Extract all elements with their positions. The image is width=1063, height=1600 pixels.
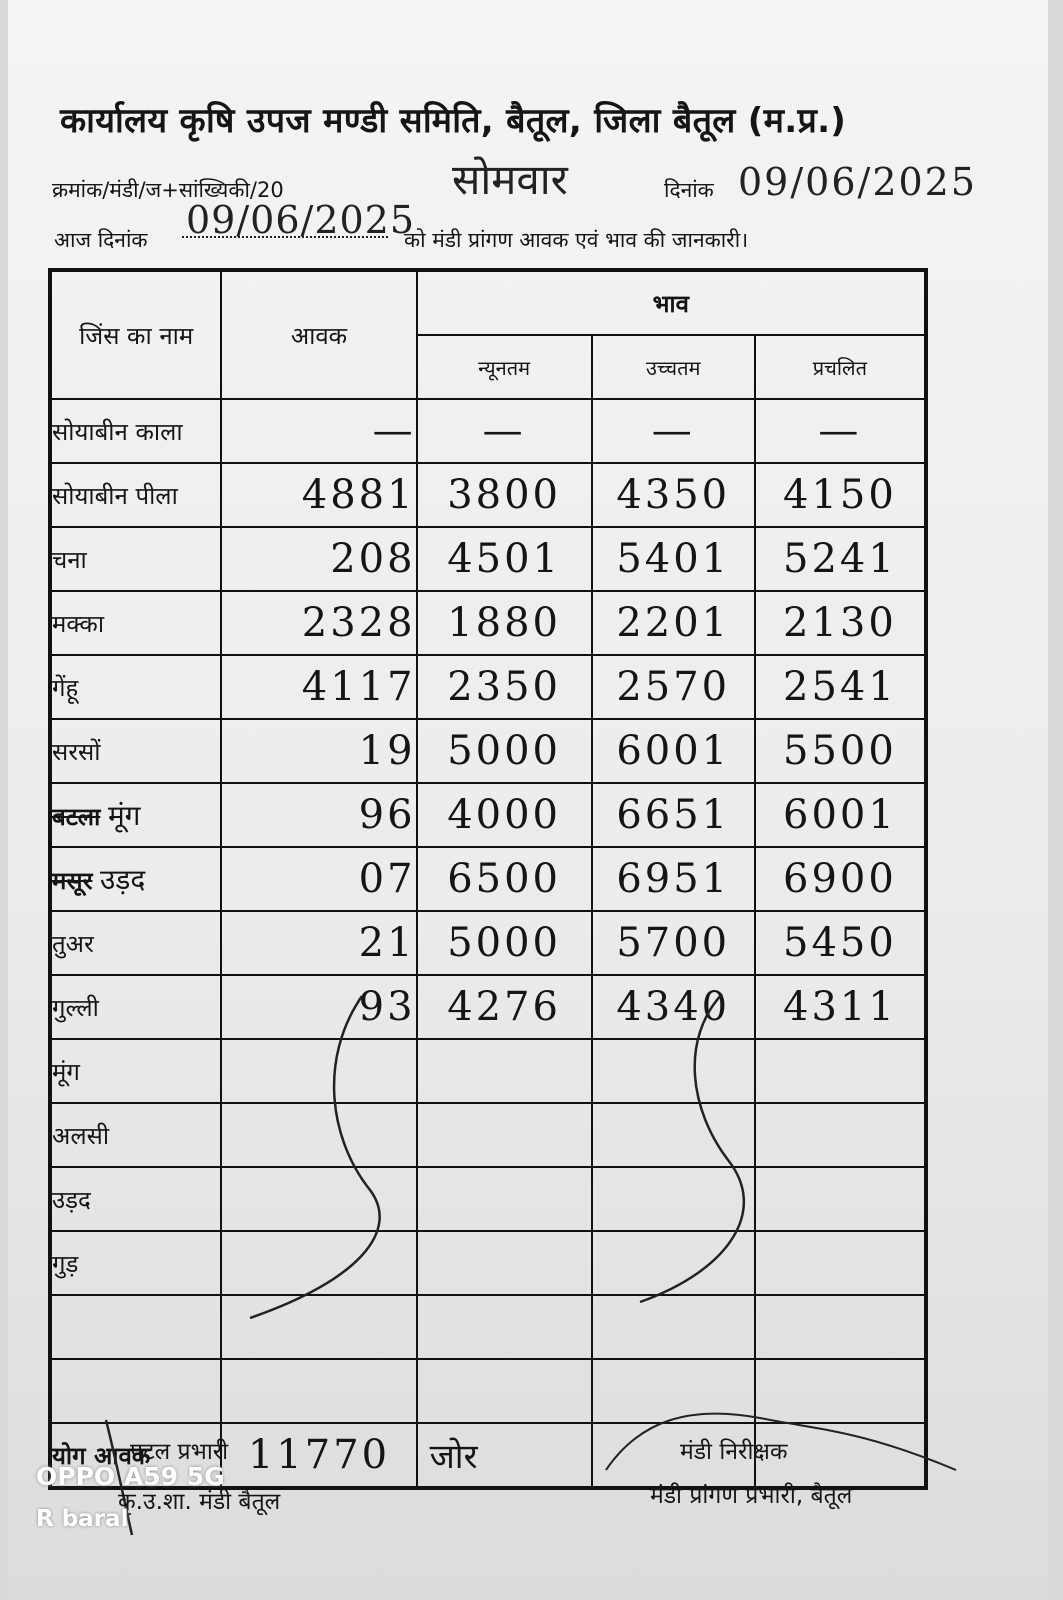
min-price-cell [417,1295,592,1359]
table-header-row [50,270,926,335]
table-row [50,655,926,719]
arrival-cell [221,1359,416,1423]
arrival-cell: 96 [221,783,416,847]
commodity-name-cell: अलसी [50,1103,221,1167]
common-price-cell: 5450 [755,911,926,975]
min-price-cell: 1880 [417,591,592,655]
max-price-cell: 6651 [592,783,755,847]
table-row [50,1167,926,1231]
max-price-cell [592,1167,755,1231]
table-row [50,783,926,847]
min-price-cell: 3800 [417,463,592,527]
table-row [50,399,926,463]
arrival-cell [221,1231,416,1295]
min-price-cell: — [417,399,592,463]
max-price-cell: 4350 [592,463,755,527]
camera-watermark-device: OPPO A59 5G [36,1462,225,1491]
max-price-cell [592,1295,755,1359]
table-row [50,719,926,783]
min-price-cell: 4501 [417,527,592,591]
column-header-max: उच्चतम [592,335,755,399]
signature-right-title: मंडी निरीक्षक [680,1439,788,1465]
common-price-cell: 2130 [755,591,926,655]
min-price-cell [417,1103,592,1167]
commodity-name-cell: सरसों [50,719,221,783]
arrival-cell [221,1039,416,1103]
min-price-cell: 5000 [417,719,592,783]
min-price-cell [417,1039,592,1103]
common-price-cell: — [755,399,926,463]
common-price-cell: 6900 [755,847,926,911]
commodity-name-cell: सोयाबीन काला [50,399,221,463]
max-price-cell: 2570 [592,655,755,719]
common-price-cell: 4311 [755,975,926,1039]
common-price-cell: 5241 [755,527,926,591]
max-price-cell [592,1359,755,1423]
common-price-cell: 6001 [755,783,926,847]
total-arrival-value: 11770 [221,1423,416,1488]
column-header-common: प्रचलित [755,335,926,399]
min-price-cell: 4000 [417,783,592,847]
common-price-cell [755,1231,926,1295]
date-label: दिनांक [664,178,714,202]
arrival-cell: 07 [221,847,416,911]
arrival-cell: 4881 [221,463,416,527]
commodity-name-cell: गुड़ [50,1231,221,1295]
column-header-arrival: आवक [221,270,416,399]
arrival-cell [221,1167,416,1231]
arrival-cell [221,1103,416,1167]
signature-left-subtitle: कृ.उ.शा. मंडी बैतूल [118,1489,281,1515]
arrival-cell: 93 [221,975,416,1039]
common-price-cell [755,1103,926,1167]
date-value-handwritten: 09/06/2025 [738,160,978,204]
max-price-cell: 5700 [592,911,755,975]
table-row [50,1359,926,1423]
max-price-cell: 4340 [592,975,755,1039]
signature-left-title: पटल प्रभारी [130,1439,229,1465]
commodity-name-cell: मूंग [50,1039,221,1103]
reference-number-label: क्रमांक/मंडी/ज+सांख्यिकी/20 [52,178,284,202]
max-price-cell [592,1103,755,1167]
struck-commodity-name: मसूर [52,867,93,895]
arrival-cell: 19 [221,719,416,783]
table-row [50,1295,926,1359]
total-note-handwritten: जोर [417,1423,592,1488]
commodity-name-cell [50,1295,221,1359]
today-date-value-handwritten: 09/06/2025 [186,198,416,242]
table-row [50,1103,926,1167]
arrival-cell: 208 [221,527,416,591]
table-body [50,270,926,1488]
arrival-cell: 21 [221,911,416,975]
min-price-cell [417,1231,592,1295]
max-price-cell: 5401 [592,527,755,591]
table-row [50,591,926,655]
min-price-cell [417,1167,592,1231]
commodity-name-cell: मक्का [50,591,221,655]
table-row [50,527,926,591]
max-price-cell: 6951 [592,847,755,911]
commodity-name-cell: गुल्ली [50,975,221,1039]
arrival-cell [221,1295,416,1359]
report-description: को मंडी प्रांगण आवक एवं भाव की जानकारी। [404,228,749,252]
signature-right-subtitle: मंडी प्रांगण प्रभारी, बैतूल [650,1483,853,1509]
common-price-cell [755,1359,926,1423]
commodity-name-cell [50,1359,221,1423]
table-row [50,1231,926,1295]
today-date-label: आज दिनांक [54,228,148,252]
common-price-cell: 4150 [755,463,926,527]
column-header-min: न्यूनतम [417,335,592,399]
commodity-name-cell: गेंहू [50,655,221,719]
max-price-cell [592,1039,755,1103]
table-row [50,975,926,1039]
commodity-name-cell [50,783,221,847]
total-arrival-label: योग आवक [50,1423,221,1488]
arrival-cell: 2328 [221,591,416,655]
table-row [50,463,926,527]
table-row [50,1039,926,1103]
max-price-cell: — [592,399,755,463]
weekday-handwritten: सोमवार [452,155,568,204]
commodity-name-cell [50,847,221,911]
commodity-name-cell: तुअर [50,911,221,975]
arrival-price-table [48,268,928,1490]
max-price-cell: 6001 [592,719,755,783]
arrival-cell: 4117 [221,655,416,719]
commodity-name-cell: उड़द [50,1167,221,1231]
common-price-cell [755,1167,926,1231]
column-header-commodity: जिंस का नाम [50,270,221,399]
commodity-name-cell: चना [50,527,221,591]
common-price-cell: 2541 [755,655,926,719]
min-price-cell: 2350 [417,655,592,719]
commodity-name-cell: सोयाबीन पीला [50,463,221,527]
office-heading: कार्यालय कृषि उपज मण्डी समिति, बैतूल, जिला बैतूल (म.प्र.) [60,101,847,141]
arrival-cell: — [221,399,416,463]
common-price-cell [755,1295,926,1359]
min-price-cell [417,1359,592,1423]
camera-watermark-user: R baral [36,1506,129,1532]
table-row [50,847,926,911]
min-price-cell: 4276 [417,975,592,1039]
table-row [50,911,926,975]
struck-commodity-name: बटला [52,803,101,831]
min-price-cell: 6500 [417,847,592,911]
common-price-cell [755,1039,926,1103]
handwritten-commodity-name: उड़द [100,863,146,896]
max-price-cell: 2201 [592,591,755,655]
min-price-cell: 5000 [417,911,592,975]
max-price-cell [592,1231,755,1295]
handwritten-commodity-name: मूंग [107,799,141,832]
common-price-cell: 5500 [755,719,926,783]
column-group-price: भाव [417,270,926,335]
